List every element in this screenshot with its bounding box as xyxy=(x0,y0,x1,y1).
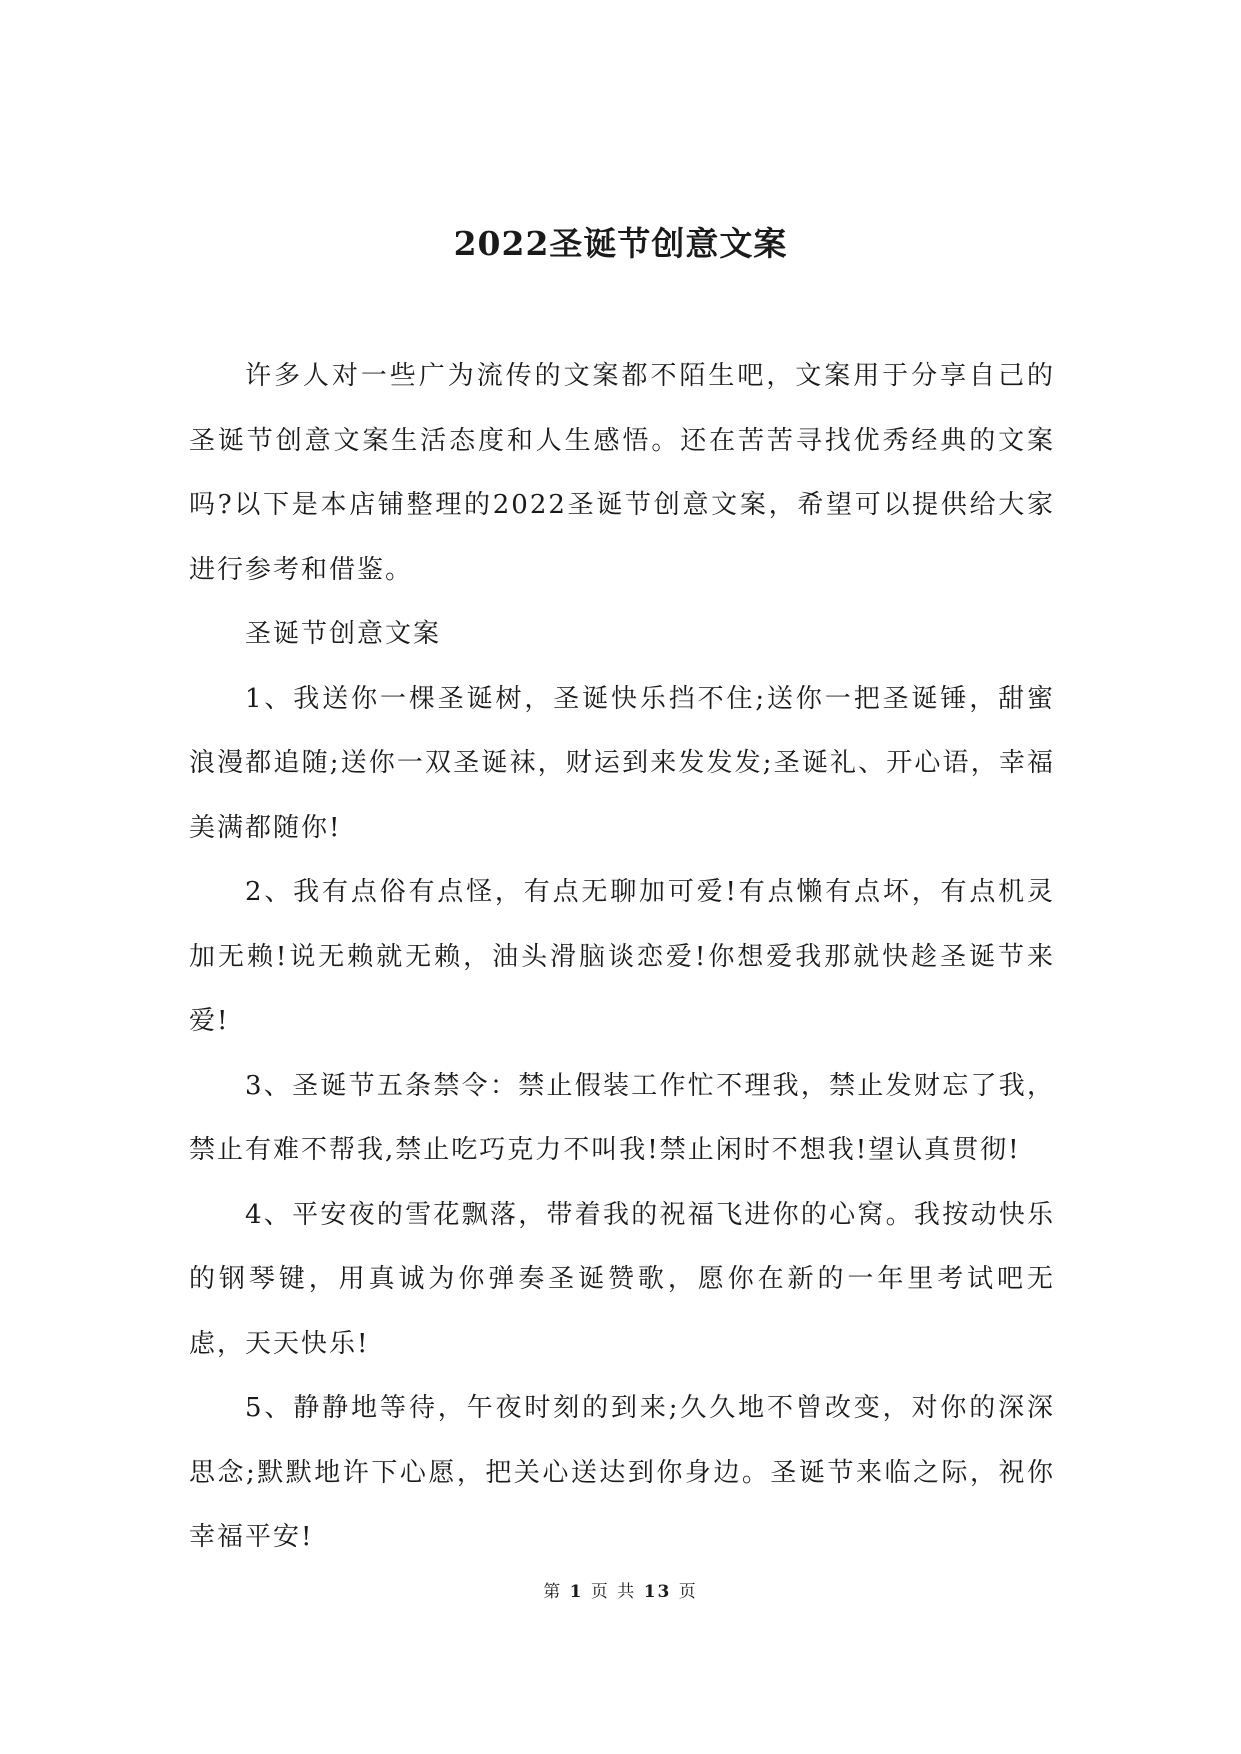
document-body xyxy=(189,344,1055,1570)
intro-paragraph: 许多人对一些广为流传的文案都不陌生吧，文案用于分享自己的圣诞节创意文案生活态度和人生感悟。还在苦苦寻找优秀经典的文案吗?以下是本店铺整理的2022圣诞节创意文案，希望可以提供给大家进行参考和借鉴。 xyxy=(189,361,1055,585)
copy-item-4: 4、平安夜的雪花飘落，带着我的祝福飞进你的心窝。我按动快乐的钢琴键，用真诚为你弹奏圣诞赞歌，愿你在新的一年里考试吧无虑，天天快乐! xyxy=(189,1199,1055,1359)
copy-item-2: 2、我有点俗有点怪，有点无聊加可爱!有点懒有点坏，有点机灵加无赖!说无赖就无赖，油头滑脑谈恋爱!你想爱我那就快趁圣诞节来爱! xyxy=(189,877,1055,1036)
copy-item-1: 1、我送你一棵圣诞树，圣诞快乐挡不住;送你一把圣诞锤，甜蜜浪漫都追随;送你一双圣诞袜，财运到来发发发;圣诞礼、开心语，幸福美满都随你! xyxy=(189,683,1055,843)
copy-item-3: 3、圣诞节五条禁令：禁止假装工作忙不理我，禁止发财忘了我，禁止有难不帮我,禁止吃巧克力不叫我!禁止闲时不想我!望认真贯彻! xyxy=(189,1070,1055,1165)
footer-middle: 页 共 xyxy=(590,1582,637,1602)
copy-item-5: 5、静静地等待，午夜时刻的到来;久久地不曾改变，对你的深深思念;默默地许下心愿，把关心送达到你身边。圣诞节来临之际，祝你幸福平安! xyxy=(189,1393,1055,1552)
document-title: 2022圣诞节创意文案 xyxy=(453,224,788,263)
section-heading: 圣诞节创意文案 xyxy=(245,619,442,649)
footer-prefix: 第 xyxy=(543,1582,563,1602)
footer-suffix: 页 xyxy=(678,1582,698,1602)
current-page-number: 1 xyxy=(569,1582,584,1602)
total-page-count: 13 xyxy=(643,1582,672,1602)
page-footer xyxy=(0,1580,1241,1604)
